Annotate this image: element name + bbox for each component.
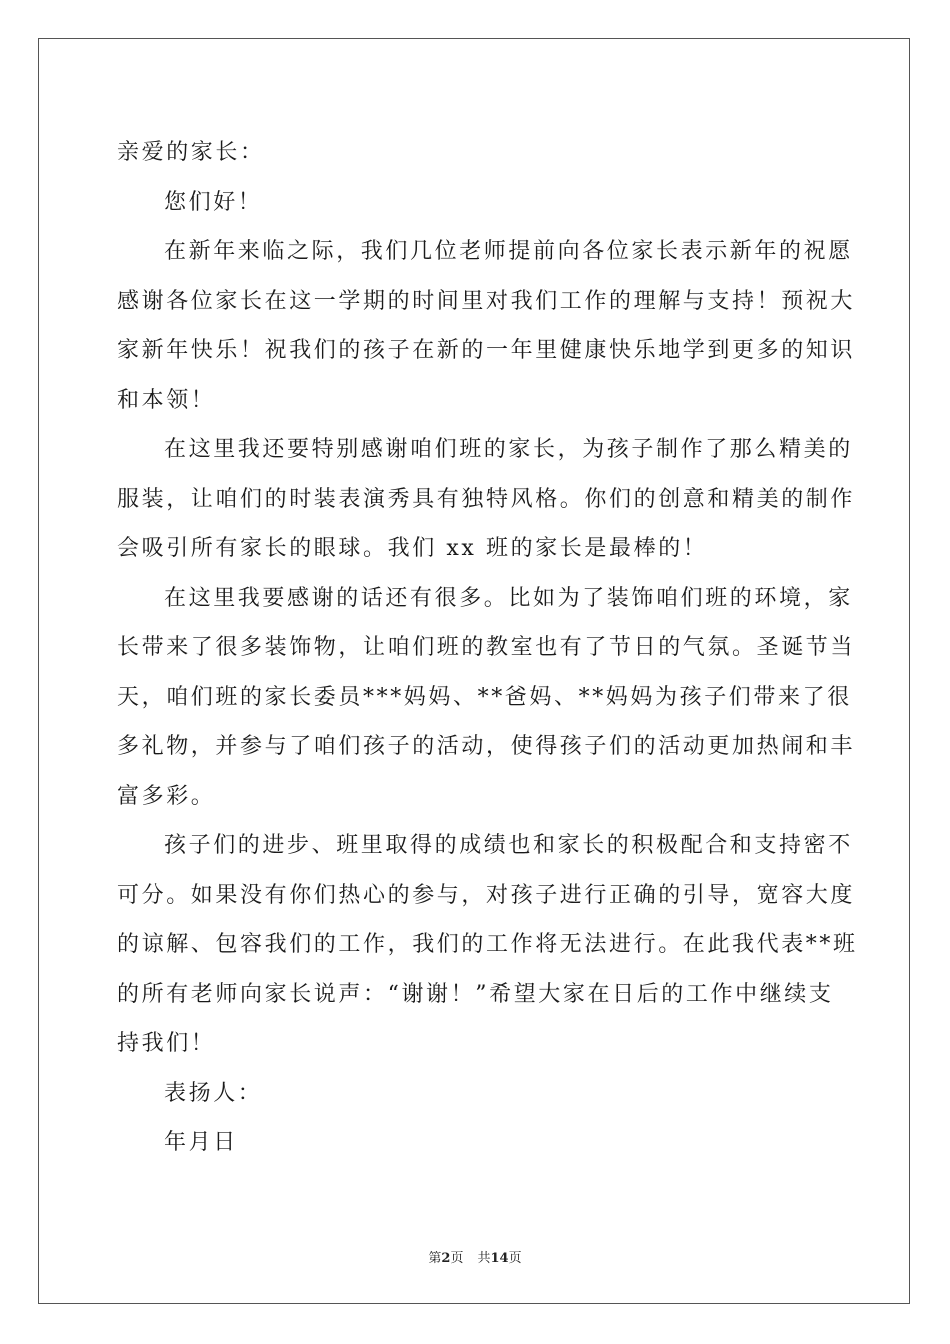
greeting: 您们好！ bbox=[164, 189, 263, 215]
salutation: 亲爱的家长： bbox=[117, 140, 265, 165]
letter-line: 感谢各位家长在这一学期的时间里对我们工作的理解与支持！预祝大 bbox=[117, 288, 856, 314]
letter-line: 和本领！ bbox=[117, 387, 216, 413]
footer-total-prefix: 共 bbox=[477, 1251, 491, 1266]
letter-line: 多礼物，并参与了咱们孩子的活动，使得孩子们的活动更加热闹和丰 bbox=[117, 734, 856, 759]
page-footer bbox=[0, 1247, 950, 1266]
letter-line: 的谅解、包容我们的工作，我们的工作将无法进行。在此我代表**班 bbox=[117, 932, 858, 957]
letter-paragraphs bbox=[117, 227, 858, 1069]
footer-total-pages: 14 bbox=[490, 1251, 509, 1266]
letter-line: 在新年来临之际，我们几位老师提前向各位家长表示新年的祝愿 bbox=[164, 239, 853, 264]
letter-line: 会吸引所有家长的眼球。我们 xx 班的家长是最棒的！ bbox=[117, 536, 708, 561]
letter-line: 在这里我还要特别感谢咱们班的家长，为孩子制作了那么精美的 bbox=[164, 437, 853, 462]
letter-line: 天，咱们班的家长委员***妈妈、**爸妈、**妈妈为孩子们带来了很 bbox=[117, 684, 852, 710]
letter-line: 长带来了很多装饰物，让咱们班的教室也有了节日的气氛。圣诞节当 bbox=[117, 635, 856, 660]
signer-label: 表扬人： bbox=[164, 1080, 263, 1106]
footer-page-number: 2 bbox=[441, 1251, 451, 1266]
letter-line: 的所有老师向家长说声：“谢谢！”希望大家在日后的工作中继续支 bbox=[117, 981, 834, 1007]
letter-line: 富多彩。 bbox=[117, 783, 216, 809]
letter-line: 服装，让咱们的时装表演秀具有独特风格。你们的创意和精美的制作 bbox=[117, 486, 856, 512]
letter-line: 家新年快乐！祝我们的孩子在新的一年里健康快乐地学到更多的知识 bbox=[117, 338, 856, 363]
letter-body bbox=[117, 128, 858, 1168]
footer-prefix: 第 bbox=[428, 1251, 442, 1266]
footer-page-suffix: 页 bbox=[450, 1251, 464, 1266]
letter-line: 在这里我要感谢的话还有很多。比如为了装饰咱们班的环境，家 bbox=[164, 585, 853, 611]
letter-line: 持我们！ bbox=[117, 1031, 216, 1056]
letter-line: 孩子们的进步、班里取得的成绩也和家长的积极配合和支持密不 bbox=[164, 833, 853, 858]
letter-line: 可分。如果没有你们热心的参与，对孩子进行正确的引导，宽容大度 bbox=[117, 882, 856, 908]
date-label: 年月日 bbox=[164, 1130, 238, 1155]
footer-total-suffix: 页 bbox=[508, 1251, 522, 1266]
